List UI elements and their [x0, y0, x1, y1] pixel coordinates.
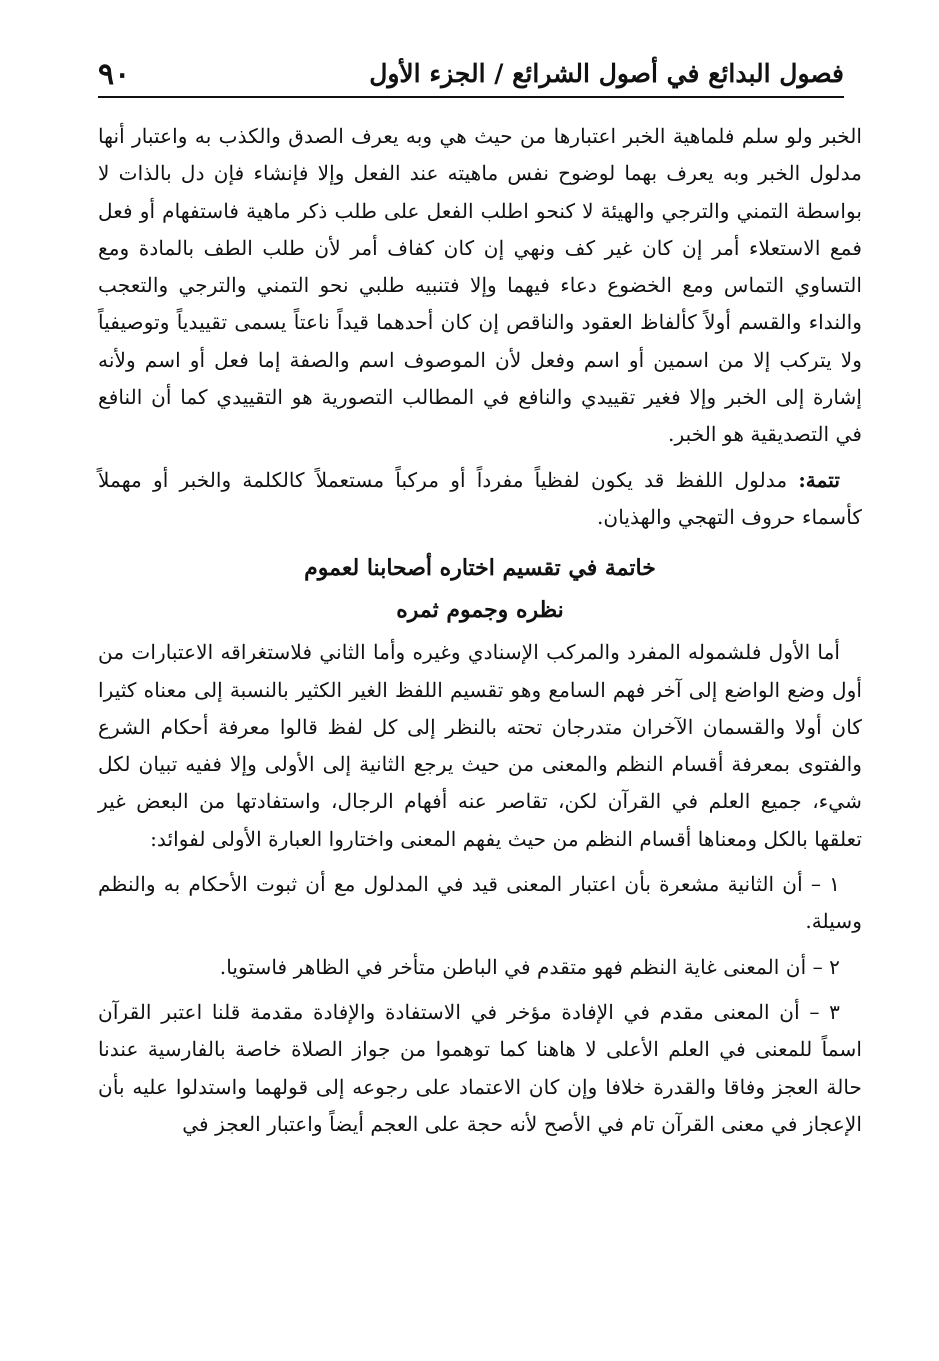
section-heading-line-2: نظره وجموم ثمره	[396, 597, 564, 624]
point-2: ٢ – أن المعنى غاية النظم فهو متقدم في الباطن متأخر في الظاهر فاستويا.	[219, 954, 840, 979]
paragraph-khabar: الخبر ولو سلم فلماهية الخبر اعتبارها من حيث هي وبه يعرف الصدق والكذب به واعتبار أنها مدلول الخبر وبه يعرف بهما لوضوح نفس ماهيته عند الفعل وإلا فإنشاء فإن دل بالذات لا بواسطة التمني والترجي والهيئة لا كنحو اطلب الفعل على طلب ذكر ماهية فاستفهام أو فعل فمع الاستعلاء أمر إن كان غير كف ونهي إن كان كفاف أمر لأن طلب الطف بالمادة ومع التساوي التماس ومع الخضوع دعاء فيهما وإلا فتنبيه طلبي نحو التمني والترجي والتعجب والنداء والقسم أولاً كألفاظ العقود والناقص إن كان أحدهما قيداً ناعتاً يسمى تقييدياً وتوصيفياً ولا يتركب إلا من اسمين أو اسم وفعل لأن الموصوف اسم والصفة إما فعل أو اسم ولأنه إشارة إلى الخبر وإلا فغير تقييدي والنافع في المطالب التصورية هو التقييدي كما أن النافع في التصديقية هو الخبر.	[98, 124, 862, 447]
running-header	[98, 40, 844, 98]
page-number: ٩٠	[98, 57, 131, 92]
page-body	[98, 118, 862, 1351]
paragraph-intro: أما الأول فلشموله المفرد والمركب الإسنادي وغيره وأما الثاني فلاستغراقه الاعتبارات من أول وضع الواضع إلى آخر فهم السامع وهو تقسيم اللفظ الغير الكثير بالنسبة إلى معناه كثيرا كان أولا والقسمان الآخران متدرجان تحته بالنظر إلى كل لفظ قالوا معرفة أحكام الشرع والفتوى بمعرفة أقسام النظم والمعنى من حيث يرجع الثانية إلى الأولى وإلا ففيه تبيان لكل شيء، جميع العلم في القرآن لكن، تقاصر عنه أفهام الرجال، واستفادتها من البعض غير تعلقها بالكل ومعناها أقسام النظم من حيث يفهم المعنى واختاروا العبارة الأولى لفوائد:	[98, 640, 862, 851]
point-1: ١ – أن الثانية مشعرة بأن اعتبار المعنى قيد في المدلول مع أن ثبوت الأحكام به والنظم وسيلة.	[98, 872, 862, 934]
running-title: فصول البدائع في أصول الشرائع / الجزء الأول	[369, 59, 844, 88]
tatimma-label: تتمة:	[798, 467, 840, 492]
point-3: ٣ – أن المعنى مقدم في الإفادة مؤخر في الاستفادة والإفادة مقدمة قلنا اعتبر القرآن اسماً للمعنى في العلم الأعلى لا هاهنا كما توهموا من جواز الصلاة خاصة بالفارسية عندنا حالة العجز وفاقا والقدرة خلافا وإن كان الاعتماد على رجوعه إلى قولهما واستدلوا عليه بأن الإعجاز في معنى القرآن تام في الأصح لأنه حجة على العجم أيضاً واعتبار العجز في	[98, 999, 862, 1136]
tatimma-paragraph	[98, 462, 862, 537]
section-heading-line-1: خاتمة في تقسيم اختاره أصحابنا لعموم	[304, 555, 656, 582]
tatimma-text: مدلول اللفظ قد يكون لفظياً مفرداً أو مركباً مستعملاً كالكلمة والخبر أو مهملاً كأسماء حروف التهجي والهذيان.	[98, 467, 862, 529]
